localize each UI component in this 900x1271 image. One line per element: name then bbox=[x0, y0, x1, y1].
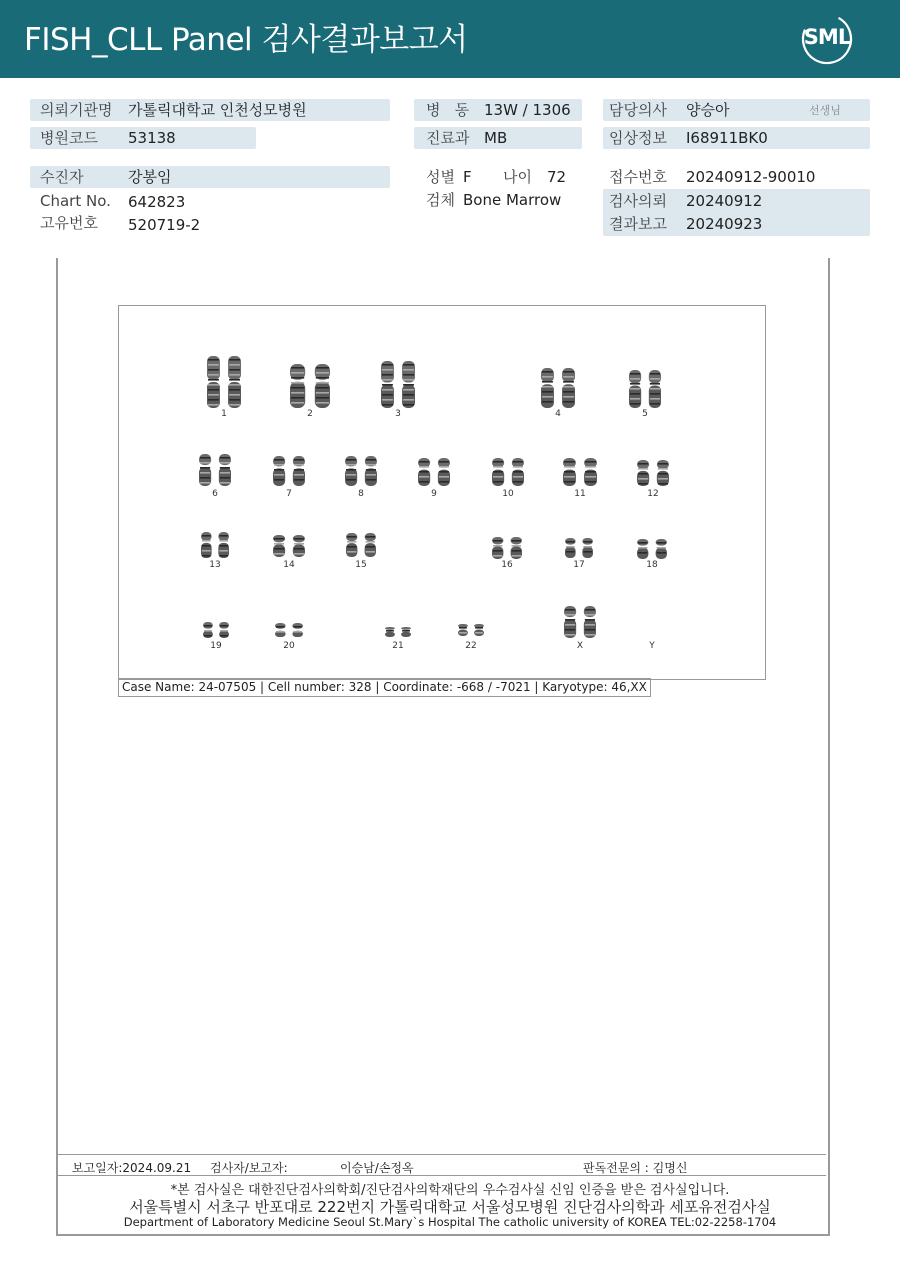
chromosome-pair-18 bbox=[637, 539, 667, 559]
tester-value: 이승남/손정옥 bbox=[340, 1161, 414, 1175]
address-korean: 서울특별시 서초구 반포대로 222번지 가톨릭대학교 서울성모병원 진단검사의학과 세포유전검사실 bbox=[129, 1198, 771, 1216]
chromosome-pair-9 bbox=[418, 458, 450, 486]
chromosome-pair-6 bbox=[199, 454, 231, 486]
chromosome-label-8: 8 bbox=[358, 489, 364, 499]
result-value: 20240923 bbox=[686, 215, 763, 233]
chromosome-label-3: 3 bbox=[395, 409, 401, 419]
dept-label: 진료과 bbox=[426, 129, 470, 147]
chromosome-pair-10 bbox=[492, 458, 524, 486]
institution-value: 가톨릭대학교 인천성모병원 bbox=[128, 101, 307, 119]
sex-label: 성별 bbox=[426, 168, 455, 186]
chromosome-label-20: 20 bbox=[283, 641, 295, 651]
chromosome-pair-15 bbox=[346, 533, 376, 557]
chromosome-pair-X bbox=[564, 606, 596, 638]
chromosome-label-15: 15 bbox=[355, 560, 367, 570]
age-value: 72 bbox=[547, 168, 567, 186]
chromosome-label-19: 19 bbox=[210, 641, 222, 651]
karyogram-image bbox=[118, 305, 766, 680]
patient-value: 강봉임 bbox=[128, 168, 172, 186]
receipt-label: 접수번호 bbox=[609, 168, 667, 186]
request-value: 20240912 bbox=[686, 192, 763, 210]
chromosome-label-14: 14 bbox=[283, 560, 295, 570]
institution-label: 의뢰기관명 bbox=[40, 101, 113, 119]
chromosome-pair-21 bbox=[385, 627, 411, 637]
receipt-value: 20240912-90010 bbox=[686, 168, 816, 186]
chromosome-label-12: 12 bbox=[647, 489, 659, 499]
chromosome-label-4: 4 bbox=[555, 409, 561, 419]
chromosome-pair-13 bbox=[201, 532, 229, 558]
ward-label: 병 동 bbox=[426, 101, 470, 119]
chart-value: 642823 bbox=[128, 193, 186, 211]
result-label: 결과보고 bbox=[609, 215, 667, 233]
chromosome-pair-14 bbox=[273, 535, 305, 557]
chromosome-pair-16 bbox=[492, 537, 522, 559]
logo-text: SML bbox=[803, 25, 851, 49]
sex-value: F bbox=[463, 168, 472, 186]
tester-label: 검사자/보고자: bbox=[210, 1161, 288, 1175]
chromosome-label-9: 9 bbox=[431, 489, 437, 499]
chromosome-pair-19 bbox=[203, 622, 229, 638]
chromosome-label-22: 22 bbox=[465, 641, 477, 651]
request-label: 검사의뢰 bbox=[609, 192, 667, 210]
doctor-suffix: 선생님 bbox=[809, 104, 841, 117]
chromosome-pair-17 bbox=[565, 538, 593, 558]
doctor-label: 담당의사 bbox=[609, 101, 667, 119]
chromosome-label-10: 10 bbox=[502, 489, 514, 499]
chromosome-pair-22 bbox=[458, 624, 484, 636]
patient-label: 수진자 bbox=[40, 168, 84, 186]
chromosome-label-16: 16 bbox=[501, 560, 513, 570]
clinical-value: I68911BK0 bbox=[686, 129, 768, 147]
chromosome-label-11: 11 bbox=[574, 489, 586, 499]
report-date: 보고일자:2024.09.21 bbox=[72, 1161, 192, 1175]
unique-label: 고유번호 bbox=[40, 214, 98, 232]
chromosome-pair-4 bbox=[541, 368, 575, 408]
chromosome-pair-8 bbox=[345, 456, 377, 486]
chromosome-pair-11 bbox=[563, 458, 597, 486]
chromosome-pair-7 bbox=[273, 456, 305, 486]
doctor-value: 양승아 bbox=[686, 101, 730, 119]
sml-logo bbox=[800, 12, 854, 66]
chromosome-label-6: 6 bbox=[212, 489, 218, 499]
unique-value: 520719-2 bbox=[128, 216, 201, 234]
reviewer: 판독전문의 : 김명신 bbox=[583, 1161, 688, 1175]
footer-divider-top bbox=[58, 1154, 826, 1155]
chromosome-label-2: 2 bbox=[307, 409, 313, 419]
chromosome-label-7: 7 bbox=[286, 489, 292, 499]
chromosome-label-13: 13 bbox=[209, 560, 221, 570]
clinical-label: 임상정보 bbox=[609, 129, 667, 147]
chromosome-pair-2 bbox=[290, 364, 330, 408]
hospital-code-value: 53138 bbox=[128, 129, 176, 147]
report-title: FISH_CLL Panel 검사결과보고서 bbox=[24, 22, 468, 58]
chromosome-label-Y: Y bbox=[649, 641, 655, 651]
patient-row-bg bbox=[30, 166, 390, 188]
address-english: Department of Laboratory Medicine Seoul St.Mary`s Hospital The catholic university of KOREA TEL:02-2258-1704 bbox=[123, 1215, 777, 1229]
karyotype-case-line: Case Name: 24-07505 | Cell number: 328 | Coordinate: -668 / -7021 | Karyotype: 46,XX bbox=[118, 678, 651, 697]
chart-label: Chart No. bbox=[40, 192, 111, 210]
chromosome-label-1: 1 bbox=[221, 409, 227, 419]
hospital-code-label: 병원코드 bbox=[40, 129, 98, 147]
certification-note: *본 검사실은 대한진단검사의학회/진단검사의학재단의 우수검사실 신임 인증을 받은 검사실입니다. bbox=[170, 1183, 730, 1198]
chromosome-label-X: X bbox=[576, 641, 584, 651]
chromosome-label-18: 18 bbox=[646, 560, 658, 570]
ward-value: 13W / 1306 bbox=[484, 101, 571, 119]
chromosome-pair-3 bbox=[381, 361, 415, 408]
chromosome-label-17: 17 bbox=[573, 560, 585, 570]
report-header bbox=[0, 0, 900, 78]
chromosome-label-21: 21 bbox=[392, 641, 404, 651]
dept-value: MB bbox=[484, 129, 508, 147]
specimen-label: 검체 bbox=[426, 191, 455, 209]
chromosome-pair-12 bbox=[637, 460, 669, 486]
chromosome-label-5: 5 bbox=[642, 409, 648, 419]
chromosome-pair-20 bbox=[275, 623, 303, 637]
age-label: 나이 bbox=[503, 168, 532, 186]
specimen-value: Bone Marrow bbox=[463, 191, 562, 209]
chromosome-pair-1 bbox=[207, 356, 241, 408]
chromosome-pair-5 bbox=[629, 370, 661, 408]
